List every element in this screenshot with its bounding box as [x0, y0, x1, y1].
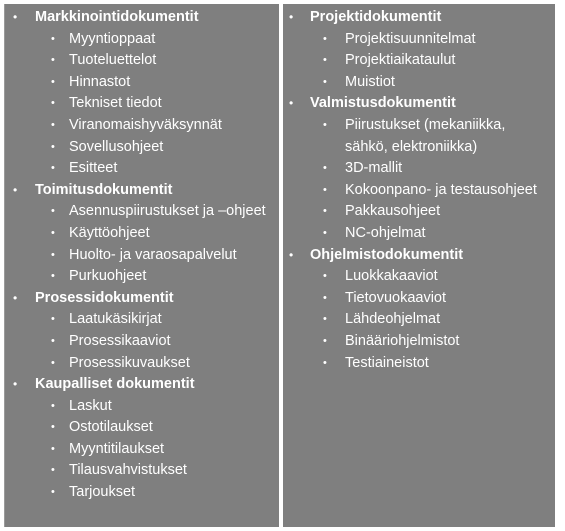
list-item-label: Myyntioppaat [69, 30, 156, 47]
section-kaupalliset-dokumentit [5, 374, 279, 504]
list-item [283, 115, 555, 158]
list-item-label: 3D-mallit [345, 160, 403, 177]
list-item [5, 353, 279, 375]
list-item [5, 417, 279, 439]
bullet-icon: • [51, 118, 55, 131]
section-heading-label: Ohjelmistodokumentit [310, 246, 464, 263]
bullet-icon: • [51, 162, 55, 175]
list-item-label: Huolto- ja varaosapalvelut [69, 246, 237, 263]
list-item [5, 482, 279, 504]
section-heading-label: Kaupalliset dokumentit [35, 376, 195, 393]
bullet-icon: • [289, 10, 294, 24]
list-item [5, 50, 279, 72]
section-heading [5, 374, 279, 396]
list-item [283, 50, 555, 72]
bullet-icon: • [51, 248, 55, 261]
list-item [5, 266, 279, 288]
bullet-icon: • [51, 442, 55, 455]
section-ohjelmistodokumentit [283, 245, 555, 375]
list-item-label: Projektiaikataulut [345, 52, 456, 69]
list-item [283, 201, 555, 223]
bullet-icon: • [323, 205, 327, 218]
bullet-icon: • [51, 270, 55, 283]
list-item [5, 460, 279, 482]
list-item [283, 353, 555, 375]
section-heading-label: Prosessidokumentit [35, 289, 174, 306]
bullet-icon: • [51, 421, 55, 434]
bullet-icon: • [323, 334, 327, 347]
list-item [283, 309, 555, 331]
list-item [283, 72, 555, 94]
list-item-label: Piirustukset (mekaniikka, sähkö, elektroniikka) [345, 116, 506, 155]
list-item [283, 331, 555, 353]
list-item [5, 439, 279, 461]
bullet-icon: • [13, 290, 18, 305]
bullet-icon: • [13, 182, 18, 197]
section-heading [283, 7, 555, 29]
list-item-label: Testiaineistot [345, 354, 429, 371]
list-item [5, 158, 279, 180]
list-item [5, 396, 279, 418]
bullet-icon: • [51, 356, 55, 369]
list-item [5, 223, 279, 245]
list-item-label: NC-ohjelmat [345, 224, 426, 241]
bullet-icon: • [323, 183, 327, 196]
list-item-label: Tietovuokaaviot [345, 289, 447, 306]
section-valmistusdokumentit [283, 93, 555, 244]
bullet-icon: • [13, 377, 18, 392]
list-item [283, 288, 555, 310]
bullet-icon: • [51, 205, 55, 218]
list-item [5, 201, 279, 223]
section-heading [283, 245, 555, 267]
list-item-label: Tarjoukset [69, 484, 136, 501]
left-column [4, 4, 279, 527]
bullet-icon: • [323, 291, 327, 304]
bullet-icon: • [51, 226, 55, 239]
list-item-label: Kokoonpano- ja testausohjeet [345, 181, 537, 198]
bullet-icon: • [51, 75, 55, 88]
list-item [5, 309, 279, 331]
list-item-label: Asennuspiirustukset ja –ohjeet [69, 203, 266, 220]
section-heading [5, 288, 279, 310]
list-item-label: Hinnastot [69, 73, 131, 90]
list-item [5, 115, 279, 137]
section-markkinointidokumentit [5, 7, 279, 180]
list-item-label: Pakkausohjeet [345, 203, 441, 220]
section-heading-label: Projektidokumentit [310, 9, 442, 25]
bullet-icon: • [323, 54, 327, 67]
list-item-label: Käyttöohjeet [69, 224, 150, 241]
list-item-label: Myyntitilaukset [69, 440, 165, 457]
bullet-icon: • [51, 486, 55, 499]
bullet-icon: • [323, 162, 327, 175]
bullet-icon: • [51, 140, 55, 153]
bullet-icon: • [51, 313, 55, 326]
bullet-icon: • [289, 247, 294, 262]
list-item-label: Sovellusohjeet [69, 138, 164, 155]
section-toimitusdokumentit [5, 180, 279, 288]
list-item-label: Purkuohjeet [69, 268, 147, 285]
list-item [5, 29, 279, 51]
bullet-icon: • [323, 226, 327, 239]
bullet-icon: • [323, 356, 327, 369]
list-item [5, 245, 279, 267]
section-heading [5, 180, 279, 202]
bullet-icon: • [51, 334, 55, 347]
list-item-label: Binääriohjelmistot [345, 332, 460, 349]
bullet-icon: • [51, 399, 55, 412]
bullet-icon: • [51, 464, 55, 477]
list-item-label: Prosessikaaviot [69, 332, 171, 349]
list-item [283, 223, 555, 245]
section-heading-label: Toimitusdokumentit [35, 181, 173, 198]
list-item-label: Muistiot [345, 73, 395, 90]
bullet-icon: • [51, 54, 55, 67]
bullet-icon: • [323, 32, 327, 45]
section-heading-label: Markkinointidokumentit [35, 9, 199, 25]
right-column [283, 4, 555, 527]
list-item-label: Esitteet [69, 160, 118, 177]
bullet-icon: • [323, 75, 327, 88]
section-heading-label: Valmistusdokumentit [310, 95, 456, 112]
bullet-icon: • [323, 270, 327, 283]
list-item [5, 137, 279, 159]
list-item [283, 266, 555, 288]
bullet-icon: • [51, 97, 55, 110]
list-item [5, 93, 279, 115]
bullet-icon: • [51, 32, 55, 45]
bullet-icon: • [323, 118, 327, 131]
document-types-table [4, 4, 555, 527]
list-item [283, 158, 555, 180]
list-item-label: Lähdeohjelmat [345, 311, 441, 328]
list-item-label: Luokkakaaviot [345, 268, 438, 285]
bullet-icon: • [323, 313, 327, 326]
list-item-label: Viranomaishyväksynnät [69, 116, 222, 133]
section-projektidokumentit [283, 7, 555, 93]
bullet-icon: • [289, 96, 294, 111]
bullet-icon: • [13, 10, 18, 24]
list-item-label: Tekniset tiedot [69, 95, 162, 112]
list-item-label: Prosessikuvaukset [69, 354, 190, 371]
section-heading [5, 7, 279, 29]
section-prosessidokumentit [5, 288, 279, 374]
section-heading [283, 93, 555, 115]
list-item-label: Tilausvahvistukset [69, 462, 187, 479]
list-item-label: Laskut [69, 397, 112, 414]
list-item [283, 180, 555, 202]
list-item [283, 29, 555, 51]
list-item-label: Laatukäsikirjat [69, 311, 162, 328]
list-item-label: Tuoteluettelot [69, 52, 157, 69]
list-item [5, 331, 279, 353]
list-item [5, 72, 279, 94]
list-item-label: Projektisuunnitelmat [345, 30, 476, 47]
list-item-label: Ostotilaukset [69, 419, 153, 436]
